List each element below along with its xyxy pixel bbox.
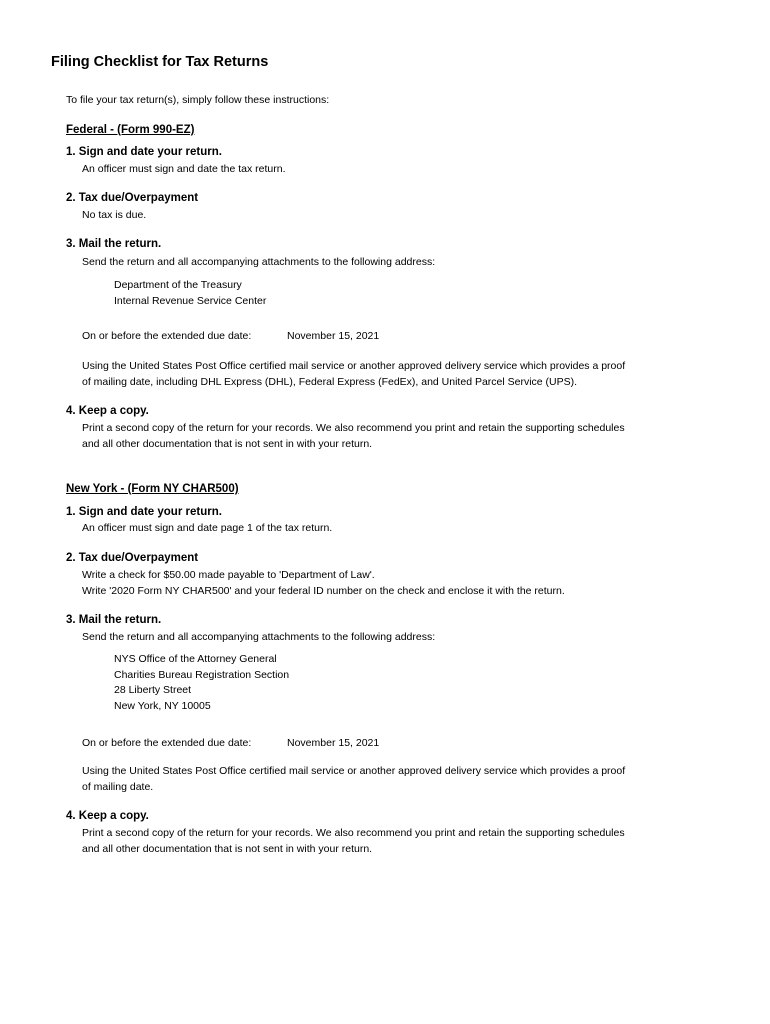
newyork-due-label: On or before the extended due date: (82, 737, 252, 749)
copy-line: and all other documentation that is not sent in with your return. (82, 437, 373, 450)
newyork-step4-title: 4. Keep a copy. (66, 810, 149, 822)
federal-due-label: On or before the extended due date: (82, 330, 252, 342)
federal-step1-title: 1. Sign and date your return. (66, 146, 222, 158)
mail-line: Using the United States Post Office certified mail service or another approved delivery service which provides a proof (82, 765, 626, 777)
page-title: Filing Checklist for Tax Returns (51, 54, 269, 70)
federal-step3-title: 3. Mail the return. (66, 238, 162, 250)
mail-line: of mailing date. (82, 780, 154, 793)
newyork-step2-title: 2. Tax due/Overpayment (66, 552, 199, 564)
federal-address (114, 278, 266, 309)
newyork-step1-title: 1. Sign and date your return. (66, 506, 222, 518)
newyork-step3-title: 3. Mail the return. (66, 614, 162, 626)
federal-step4-title: 4. Keep a copy. (66, 405, 149, 417)
federal-step3-text: Send the return and all accompanying attachments to the following address: (82, 256, 436, 268)
tax-line: Write '2020 Form NY CHAR500' and your federal ID number on the check and enclose it with the return. (82, 584, 565, 597)
newyork-heading: New York - (Form NY CHAR500) (66, 483, 239, 495)
federal-step2-title: 2. Tax due/Overpayment (66, 192, 199, 204)
tax-line: Write a check for $50.00 made payable to 'Department of Law'. (82, 569, 375, 581)
newyork-mail-text (82, 764, 625, 795)
federal-mail-text (82, 359, 625, 390)
newyork-address (114, 652, 289, 714)
copy-line: Print a second copy of the return for your records. We also recommend you print and retain the supporting schedules (82, 422, 625, 434)
newyork-step2-text (82, 568, 565, 599)
newyork-due-date: November 15, 2021 (287, 737, 380, 749)
federal-step1-text: An officer must sign and date the tax return. (82, 163, 286, 175)
copy-line: and all other documentation that is not sent in with your return. (82, 842, 373, 855)
federal-step2-text: No tax is due. (82, 209, 147, 221)
address-line: New York, NY 10005 (114, 699, 211, 712)
copy-line: Print a second copy of the return for your records. We also recommend you print and retain the supporting schedules (82, 827, 625, 839)
address-line: 28 Liberty Street (114, 684, 192, 696)
address-line: NYS Office of the Attorney General (114, 653, 277, 665)
mail-line: Using the United States Post Office certified mail service or another approved delivery service which provides a proof (82, 360, 626, 372)
newyork-step1-text: An officer must sign and date page 1 of the tax return. (82, 522, 333, 534)
address-line: Internal Revenue Service Center (114, 294, 267, 307)
federal-step4-text (82, 421, 625, 452)
mail-line: of mailing date, including DHL Express (DHL), Federal Express (FedEx), and United Parcel Service (UPS). (82, 375, 578, 388)
newyork-step4-text (82, 826, 625, 857)
federal-due-date: November 15, 2021 (287, 330, 380, 342)
newyork-step3-text: Send the return and all accompanying attachments to the following address: (82, 631, 436, 643)
intro-text: To file your tax return(s), simply follow these instructions: (66, 94, 330, 106)
address-line: Charities Bureau Registration Section (114, 668, 290, 681)
federal-heading: Federal - (Form 990-EZ) (66, 124, 195, 136)
address-line: Department of the Treasury (114, 279, 242, 291)
